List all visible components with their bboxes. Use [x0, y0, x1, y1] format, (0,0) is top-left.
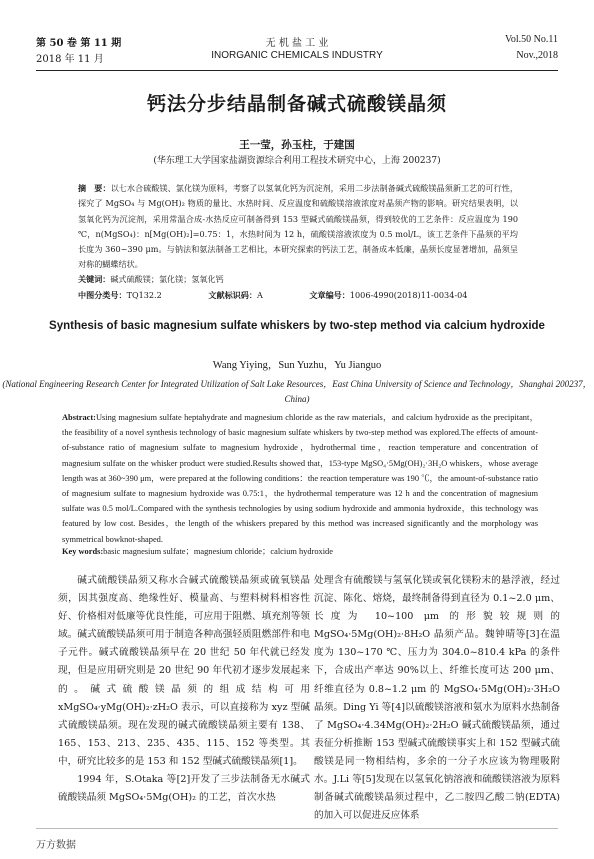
classification-line — [78, 290, 511, 301]
document-code: 文献标识码：A — [208, 290, 263, 300]
volume-issue-zh: 第 50 卷 第 11 期 — [36, 38, 122, 49]
clc-number: 中图分类号：TQ132.2 — [78, 290, 162, 300]
keywords-en-text: basic magnesium sulfate；magnesium chloride；calcium hydroxide — [103, 547, 333, 556]
article-number: 文章编号：1006-4990(2018)11-0034-04 — [309, 290, 468, 300]
keywords-zh — [78, 274, 224, 285]
authors-en: Wang Yiying，Sun Yuzhu，Yu Jianguo — [212, 360, 382, 371]
volume-issue-en: Vol.50 No.11 — [504, 34, 558, 45]
paragraph: 碱式硫酸镁晶须又称水合碱式硫酸镁晶须或硫氧镁晶须，因其强度高、绝缘性好、模量高、与塑料树料相容性好、价格相对低廉等优良性能，可应用于阻燃、填充剂等领域。碱式硫酸镁晶须可用于制造各种高强轻质阻燃部件和电子元件。碱式硫酸镁晶须早在 20 世纪 50 年代就已经发现，但是应用研究则是 20 世纪 90 年代初才逐步发展起来的。碱式硫酸镁晶须的组成结构可用 xMgSO₄·yMg(OH)₂·zH₂O 表示，可以直接称为 xyz 型碱式硫酸镁晶须。现在发现的碱式硫酸镁晶须主要有 138、165、153、213、235、435、115、152 等类型。其中，研究比较多的是 153 和 152 型碱式硫酸镁晶须[1]。 — [58, 575, 310, 767]
date-zh: 2018 年 11 月 — [36, 54, 104, 65]
footer-watermark: 万方数据 — [36, 840, 76, 851]
affiliation-en: (National Engineering Research Center for Integrated Utilization of Salt Lake Resources，East China University of Science and Technology，Shanghai 200237，China) — [2, 379, 592, 404]
abstract-en-text: Using magnesium sulfate heptahydrate and magnesium chloride as the raw materials，and calcium hydroxide as the precipitant，the feasibility of a novel synthesis technology of basic magnesium sulfate whiskers by two-step method was explored.The effects of amount-of-substance ratio of magnesium sulfate to magnesium hydroxide，hydrothermal time，reaction temperature and concentration of magnesium sulfate on the whisker product were studied.Results showed that，153-type MgSO₄·5Mg(OH)₂·3H₂O whiskers，whose average length was at 360~390 μm，were prepared at the following conditions：the reaction temperature was 190 ℃，the amount-of-substance ratio of magnesium sulfate to magnesium hydroxide was 0.75:1，the hydrothermal temperature was 12 h and the concentration of magnesium sulfate was 0.5 mol/L.Compared with the synthesis technologies by using sodium hydroxide and ammonia hydroxide，this technology was featured by low cost. Besides，the length of the whiskers prepared by this method was increased significantly and the morphology was symmetrical bowknot-shaped. — [62, 413, 538, 544]
authors-zh: 王一莹，孙玉柱，于建国 — [239, 139, 355, 151]
abstract-en-label: Abstract: — [62, 413, 96, 422]
paragraph: 1994 年，S.Otaka 等[2]开发了三步法制备无水碱式硫酸镁晶须 MgSO₄·5Mg(OH)₂ 的工艺，首次水热 — [58, 774, 310, 804]
abstract-zh-label: 摘 要： — [78, 183, 111, 193]
journal-header — [36, 34, 558, 71]
abstract-zh-text: 以七水合硫酸镁、氯化镁为原料，考察了以氢氧化钙为沉淀剂，采用二步法制备碱式硫酸镁晶须新工艺的可行性，探究了 MgSO₄ 与 Mg(OH)₂ 物质的量比、水热时间、反应温度和硫酸镁溶液浓度对晶须产物的影响。研究结果表明，以氢氧化钙为沉淀剂，采用常温合成-水热反应可制备得到 153 型碱式硫酸镁晶须，得到较优的工艺条件：反应温度为 190 ℃，n(MgSO₄)：n[Mg(OH)₂]=0.75：1，水热时间为 12 h，硫酸镁溶液浓度为 0.5 mol/L，该工艺条件下晶须的平均长度为 360~390 μm。与钠法和氨法制备工艺相比，本研究探索的钙法工艺，制备成本低廉，晶须长度显著增加，晶须呈对称的蝴蝶结状。 — [78, 183, 518, 270]
paper-title-zh: 钙法分步结晶制备碱式硫酸镁晶须 — [146, 93, 447, 115]
abstract-en — [62, 410, 538, 547]
abstract-zh — [78, 181, 518, 273]
journal-name-zh: 无 机 盐 工 业 — [265, 38, 329, 49]
affiliation-zh: (华东理工大学国家盐湖资源综合利用工程技术研究中心，上海 200237) — [153, 156, 441, 166]
keywords-en-label: Key words: — [62, 547, 104, 556]
paragraph: 处理含有硫酸镁与氢氧化镁或氧化镁粉末的悬浮液，经过沉淀、陈化、熔烧，最终制备得到直径为 0.1~2.0 μm、长度为 10~100 μm 的形貌较规则的 MgSO₄·5Mg(OH)₂·8H₂O 晶须产品。魏钟晴等[3]在温度为 130~170 ℃、压力为 304.0~810.4 kPa 的条件下，合成出产率达 90%以上、纤维长度可达 200 μm、纤维直径为 0.8~1.2 μm 的 MgSO₄·5Mg(OH)₂·3H₂O 晶须。Ding Yi 等[4]以硫酸镁溶液和氨水为原料水热制备了 MgSO₄·4.34Mg(OH)₂·2H₂O 碱式硫酸镁晶须，通过表征分析推断 153 型碱式硫酸镁事实上和 152 型碱式硫酸镁是同一物相结构，多余的一分子水应该为物理吸附水。J.Li 等[5]发现在以氢氧化钠溶液和硫酸镁溶液为原料制备碱式硫酸镁晶须过程中，乙二胺四乙酸二钠(EDTA)的加入可以促进反应体系 — [314, 575, 560, 822]
date-en: Nov.,2018 — [516, 50, 558, 61]
footer-divider — [36, 828, 558, 829]
keywords-zh-text: 碱式硫酸镁；氯化镁；氢氧化钙 — [110, 274, 224, 284]
body-column-right — [314, 572, 560, 825]
paper-title-en: Synthesis of basic magnesium sulfate whiskers by two-step method via calcium hydroxide — [49, 320, 545, 332]
body-column-left — [58, 572, 310, 807]
keywords-zh-label: 关键词： — [78, 274, 111, 284]
journal-name-en: INORGANIC CHEMICALS INDUSTRY — [211, 50, 383, 61]
keywords-en — [62, 545, 333, 557]
